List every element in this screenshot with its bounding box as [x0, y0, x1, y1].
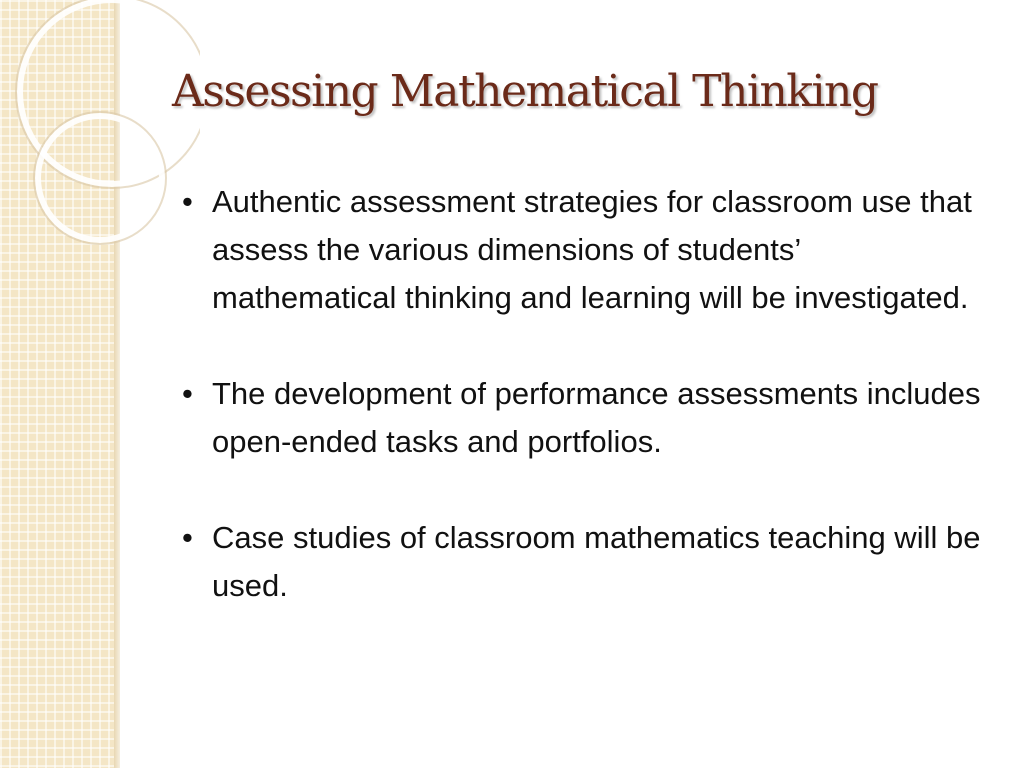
- slide-title: Assessing Mathematical Thinking: [172, 66, 878, 117]
- bullet-item-1: [182, 178, 982, 322]
- bullet-item-2: [182, 370, 982, 466]
- bullet-dot-icon: •: [182, 376, 193, 411]
- bullet-dot-icon: •: [182, 184, 193, 219]
- bullet-dot-icon: •: [182, 520, 193, 555]
- bullet-item-3: [182, 514, 982, 610]
- decorative-circles-icon: [0, 0, 200, 260]
- bullet-text-3: Case studies of classroom mathematics teaching will be used.: [212, 520, 981, 603]
- bullet-list: [182, 178, 982, 658]
- bullet-text-1: Authentic assessment strategies for classroom use that assess the various dimensions of students’ mathematical thinking and learning will be investigated.: [212, 184, 972, 315]
- bullet-text-2: The development of performance assessments includes open-ended tasks and portfolios.: [212, 376, 981, 459]
